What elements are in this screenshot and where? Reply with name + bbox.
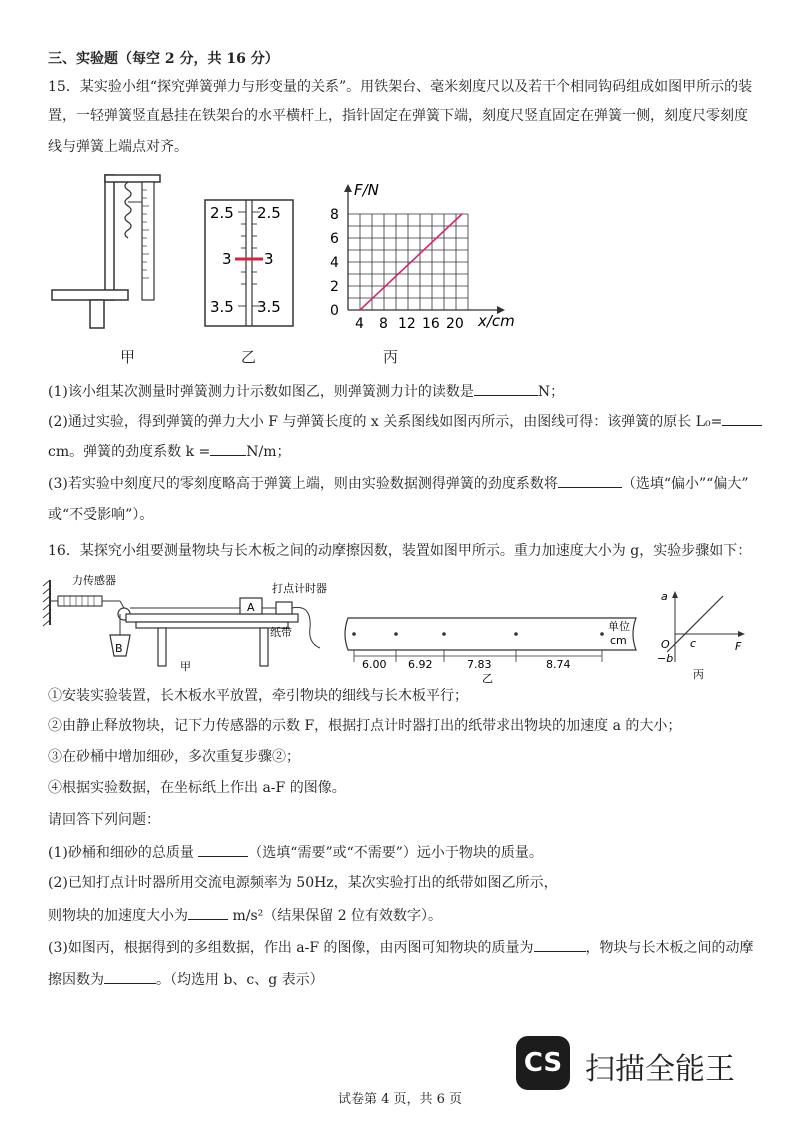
y-tick-0: 0 (330, 303, 339, 319)
q16-step-1: ①安装实验装置，长木板水平放置，牵引物块的细线与长木板平行； (48, 688, 468, 704)
block-label: A (247, 601, 255, 614)
q15-part2-line2: cm。弹簧的劲度系数 k = N/m； (48, 441, 290, 462)
q15-figure-bing (318, 180, 528, 335)
scale-tick-3.5-left: 3.5 (210, 298, 234, 316)
section-title: 三、实验题（每空 2 分，共 16 分） (48, 51, 279, 67)
force-sensor (58, 596, 102, 606)
stand-base-top (52, 290, 128, 300)
camscanner-logo: CS (516, 1036, 570, 1090)
scale-tick-3-right: 3 (264, 250, 274, 268)
q16-part3-line1: (3)如图丙，根据得到的多组数据，作出 a-F 的图像，由丙图可知物块的质量为 ，物块与长木板之间的动摩 (48, 937, 754, 958)
q16-part3-line2: 擦因数为 。（均选用 b、c、g 表示） (48, 969, 324, 990)
q16-step-3: ③在砂桶中增加细砂，多次重复步骤②； (48, 749, 300, 765)
x-tick-4: 4 (355, 316, 364, 332)
ruler (142, 182, 154, 300)
tape-value-3: 7.83 (467, 658, 492, 671)
q15-label-yi: 乙 (241, 348, 257, 366)
answer-blank[interactable] (474, 381, 538, 396)
tape (345, 618, 636, 650)
q15-figure-yi (205, 200, 295, 330)
axis-f-label: F (735, 640, 742, 653)
bucket-label: B (115, 642, 123, 655)
x-tick-12: 12 (398, 316, 416, 332)
q15-part2-line1: (2)通过实验，得到弹簧的弹力大小 F 与弹簧长度的 x 关系图线如图丙所示，由图线可得：该弹簧的原长 L₀= (48, 411, 762, 432)
table-top (136, 622, 288, 628)
q16-step-2: ②由静止释放物块，记下力传感器的示数 F，根据打点计时器打出的纸带求出物块的加速度 a 的大小； (48, 718, 682, 734)
origin-label: O (661, 638, 670, 651)
q15-part3-line1: (3)若实验中刻度尺的零刻度略高于弹簧上端，则由实验数据测得弹簧的劲度系数将 （选填“偏小”“偏大” (48, 473, 748, 494)
long-board (126, 614, 298, 622)
x-tick-8: 8 (379, 316, 388, 332)
q16-figure-yi (340, 616, 640, 686)
q15-part3-line2: 或“不受影响”）。 (48, 507, 154, 523)
q15-label-jia: 甲 (120, 348, 136, 366)
x-axis-label: x/cm (478, 312, 515, 330)
stand-pole (105, 175, 114, 300)
y-tick-2: 2 (330, 279, 339, 295)
q16-prompt: 请回答下列问题： (48, 812, 160, 828)
q16-part2-line2: 则物块的加速度大小为 m/s²（结果保留 2 位有效数字）。 (48, 905, 442, 926)
q16-step-4: ④根据实验数据，在坐标纸上作出 a-F 的图像。 (48, 780, 346, 796)
timer (276, 602, 292, 614)
axis-a-label: a (661, 590, 668, 603)
tape-label: 纸带 (270, 626, 292, 639)
answer-blank[interactable] (104, 969, 156, 984)
tape-value-4: 8.74 (546, 658, 571, 671)
q16-label-bing: 丙 (693, 668, 704, 681)
tape-value-1: 6.00 (362, 658, 387, 671)
q15-figure-jia (50, 172, 160, 332)
tape-value-2: 6.92 (408, 658, 433, 671)
answer-blank[interactable] (198, 842, 248, 857)
q16-label-jia: 甲 (180, 660, 191, 673)
q15-text-line-3: 线与弹簧上端点对齐。 (48, 139, 188, 155)
q16-figure-bing (655, 588, 750, 683)
stand-crossbar (105, 175, 160, 182)
tape-unit-2: cm (610, 634, 627, 647)
tape-unit-1: 单位 (608, 620, 630, 633)
q16-intro: 16．某探究小组要测量物块与长木板之间的动摩擦因数，装置如图甲所示。重力加速度大小为 g，实验步骤如下： (48, 543, 752, 559)
scale-tick-2.5-right: 2.5 (257, 204, 281, 222)
intercept-c-label: c (690, 637, 697, 650)
y-axis-arrow (344, 184, 352, 192)
spring (125, 182, 131, 238)
stand-base-leg (90, 300, 104, 328)
q16-part2-line1: (2)已知打点计时器所用交流电源频率为 50Hz，某次实验打出的纸带如图乙所示， (48, 875, 558, 891)
answer-blank[interactable] (558, 473, 622, 488)
scale-tick-3.5-right: 3.5 (257, 298, 281, 316)
sensor-label: 力传感器 (72, 574, 116, 587)
answer-blank[interactable] (534, 937, 586, 952)
timer-label: 打点计时器 (272, 582, 327, 595)
q16-figure-jia (40, 570, 327, 673)
y-tick-6: 6 (330, 231, 339, 247)
page-footer: 试卷第 4 页，共 6 页 (337, 1092, 463, 1107)
x-tick-16: 16 (422, 316, 440, 332)
camscanner-text: 扫描全能王 (585, 1052, 735, 1087)
q15-label-bing: 丙 (383, 348, 399, 366)
q16-label-yi: 乙 (482, 672, 493, 685)
x-tick-20: 20 (446, 316, 464, 332)
y-axis-label: F/N (354, 181, 379, 199)
answer-blank[interactable] (722, 411, 762, 426)
q15-text-line-1: 15．某实验小组“探究弹簧弹力与形变量的关系”。用铁架台、毫米刻度尺以及若干个相同钩码组成如图甲所示的装 (48, 79, 753, 95)
scale-tick-2.5-left: 2.5 (210, 204, 234, 222)
y-tick-8: 8 (330, 207, 339, 223)
intercept-b-label: −b (657, 652, 674, 665)
q16-part1: (1)砂桶和细砂的总质量 （选填“需要”或“不需要”）远小于物块的质量。 (48, 842, 543, 863)
answer-blank[interactable] (210, 441, 246, 456)
table-leg-right (260, 628, 268, 666)
table-leg-left (158, 628, 166, 666)
q15-part1: (1)该小组某次测量时弹簧测力计示数如图乙，则弹簧测力计的读数是 N； (48, 381, 564, 402)
y-tick-4: 4 (330, 255, 339, 271)
answer-blank[interactable] (188, 905, 228, 920)
scale-tick-3-left: 3 (222, 250, 232, 268)
q15-text-line-2: 置，一轻弹簧竖直悬挂在铁架台的水平横杆上，指针固定在弹簧下端，刻度尺竖直固定在弹簧一侧，刻度尺零刻度 (48, 108, 748, 124)
